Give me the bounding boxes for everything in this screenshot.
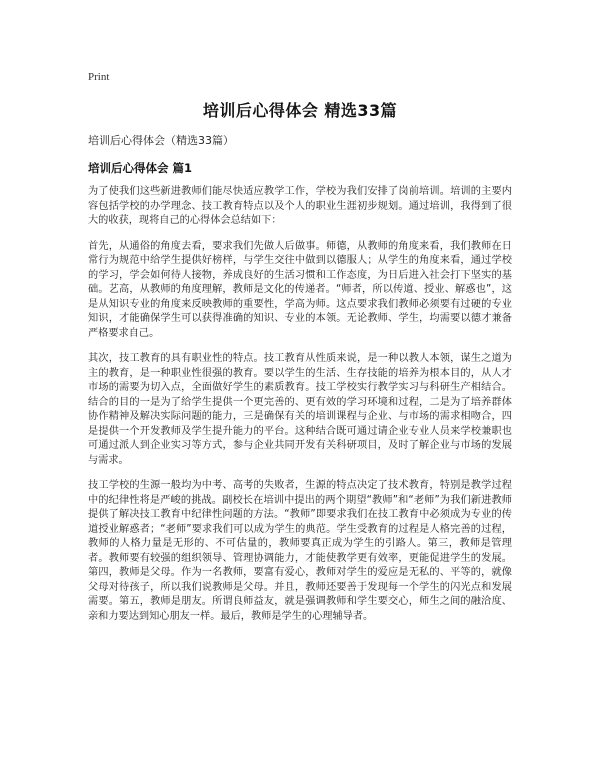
section-heading: 培训后心得体会 篇1: [88, 161, 193, 175]
document-body: [88, 133, 512, 635]
paragraph: 其次，技工教育的具有职业性的特点。技工教育从性质来说，是一种以教人本领，谋生之道为主的教育，是一种职业性很强的教育。要以学生的生活、生存技能的培养为根本目的，从人才市场的需要为切入点，全面做好学生的素质教育。技工学校实行教学实习与科研生产相结合。结合的目的一是为了给学生提供一个更完善的、更有效的学习环境和过程，二是为了培养群体协作精神及解决实际问题的能力，三是确保有关的培训课程与企业、与市场的需求相吻合，四是提供一个开发教师及学生提升能力的平台。这种结合既可通过请企业专业人员来学校兼职也可通过派人到企业实习等方式，参与企业共同开发有关科研项目，及时了解企业与市场的发展与需求。: [88, 353, 512, 466]
paragraph: 首先，从通俗的角度去看，要求我们先做人后做事。师德，从教师的角度来看，我们教师在日常行为规范中给学生提供好榜样，与学生交往中做到以德服人；从学生的角度来看，通过学校的学习，学会如何待人接物，养成良好的生活习惯和工作态度，为日后进入社会打下坚实的基础。艺高，从教师的角度理解，教师是文化的传递者。“师者，所以传道、授业、解惑也”，这是从知识专业的角度来反映教师的重要性，学高为师。这点要求我们教师必须要有过硬的专业知识，才能确保学生可以获得准确的知识、专业的本领。无论教师、学生，均需要以德才兼备严格要求自己。: [88, 240, 512, 339]
print-link[interactable]: Print: [88, 71, 110, 83]
paragraph: 技工学校的生源一般均为中考、高考的失败者，生源的特点决定了技术教育，特别是教学过程中的纪律性将是严峻的挑战。副校长在培训中提出的两个期望“教师”和“老师”为我们新进教师提供了解决技工教育中纪律性问题的方法。“教师”即要求我们在技工教育中必须成为专业的传道授业解惑者；“老师”要求我们可以成为学生的典范。学生受教育的过程是人格完善的过程，教师的人格力量是无形的、不可估量的，教师要真正成为学生的引路人。第三，教师是管理者。教师要有较强的组织领导、管理协调能力，才能使教学更有效率，更能促进学生的发展。第四，教师是父母。作为一名教师，要富有爱心，教师对学生的爱应是无私的、平等的，就像父母对待孩子，所以我们说教师是父母。并且，教师还要善于发现每一个学生的闪光点和发展需要。第五，教师是朋友。所谓良师益友，就是强调教师和学生要交心，师生之间的融洽度、亲和力要达到知心朋友一样。最后，教师是学生的心理辅导者。: [88, 480, 512, 622]
paragraph: 为了使我们这些新进教师们能尽快适应教学工作，学校为我们安排了岗前培训。培训的主要内容包括学校的办学理念、技工教育特点以及个人的职业生涯初步规划。通过培训，我得到了很大的收获，现将自己的心得体会总结如下：: [88, 186, 512, 226]
document-subtitle: 培训后心得体会（精选33篇）: [88, 134, 234, 147]
document-title: 培训后心得体会 精选33篇: [202, 101, 398, 120]
